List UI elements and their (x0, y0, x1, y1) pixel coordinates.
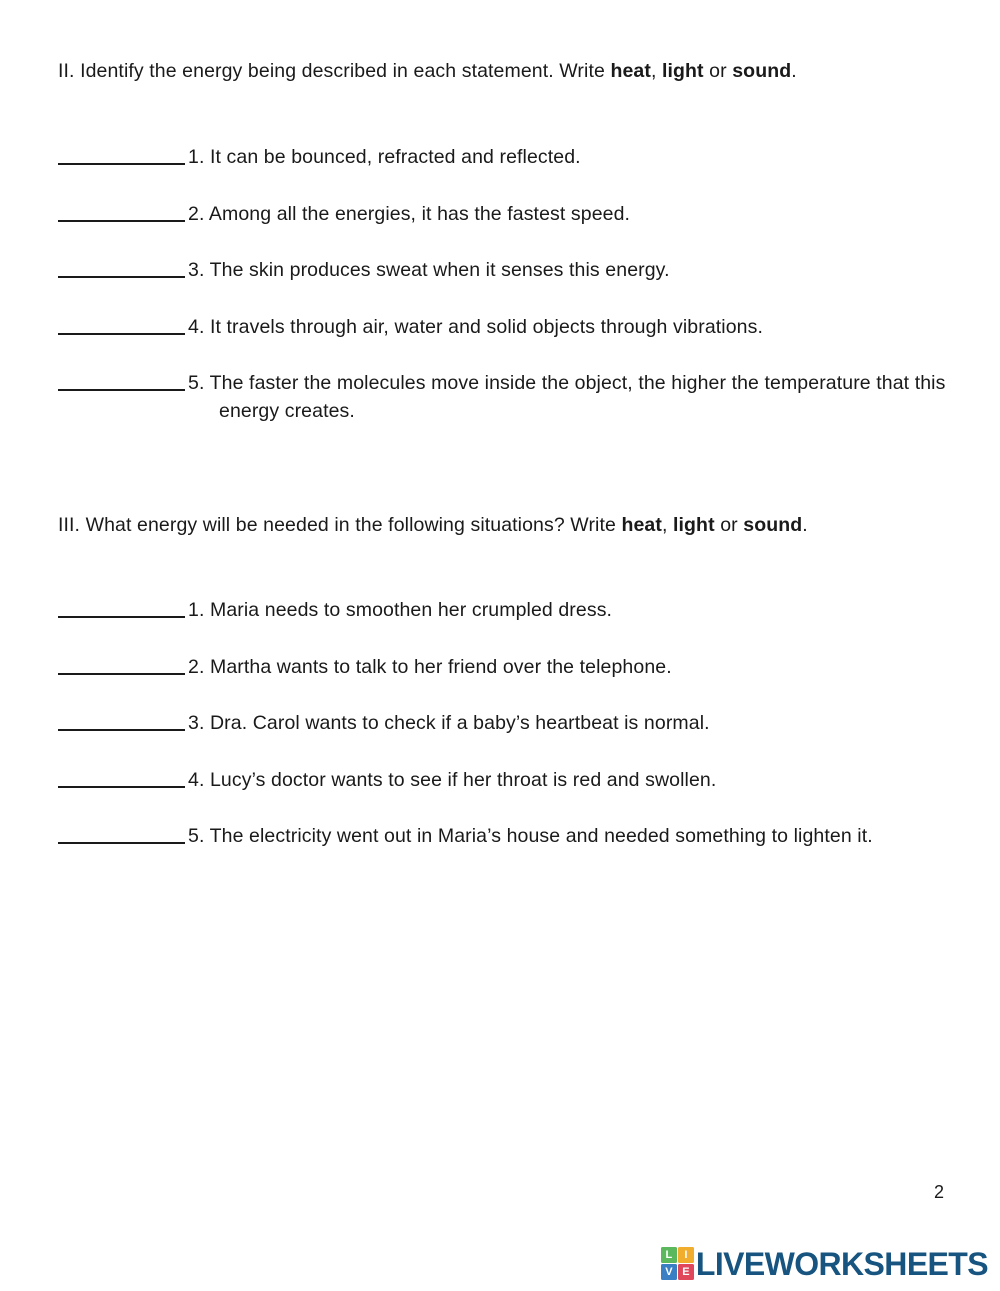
question-text: 4. Lucy’s doctor wants to see if her throat is red and swollen. (188, 768, 717, 791)
question-row (0, 143, 1000, 200)
logo-tile-i-icon: I (678, 1247, 694, 1263)
question-text: 2. Martha wants to talk to her friend over the telephone. (188, 655, 672, 678)
section-iii-heading-bold-light: light (673, 514, 715, 536)
section-ii-heading-bold-heat: heat (610, 60, 651, 82)
question-row (0, 369, 1000, 426)
logo-tile-e-icon: E (678, 1264, 694, 1280)
section-ii-question-list (0, 143, 1000, 426)
page-number: 2 (933, 1182, 944, 1202)
answer-blank-ii-2[interactable] (58, 220, 185, 222)
answer-blank-iii-5[interactable] (58, 842, 185, 844)
answer-blank-iii-1[interactable] (58, 616, 185, 618)
answer-blank-ii-5[interactable] (58, 389, 185, 391)
section-heading-iii (58, 512, 960, 538)
question-row (0, 256, 1000, 313)
answer-blank-iii-4[interactable] (58, 786, 185, 788)
question-row (0, 822, 1000, 879)
section-heading-ii (58, 58, 960, 84)
question-text: 5. The faster the molecules move inside the object, the higher the temperature that this energy creates. (188, 372, 946, 423)
question-text: 3. Dra. Carol wants to check if a baby’s heartbeat is normal. (188, 712, 710, 735)
question-text: 1. Maria needs to smoothen her crumpled dress. (188, 599, 613, 621)
question-row (0, 596, 1000, 653)
section-iii-heading-bold-heat: heat (621, 514, 662, 536)
question-text: 2. Among all the energies, it has the fastest speed. (188, 202, 631, 225)
section-iii-heading-prefix: III. What energy will be needed in the following situations? Write (58, 514, 622, 536)
question-row (0, 709, 1000, 766)
question-text: 1. It can be bounced, refracted and reflected. (188, 146, 581, 168)
question-row (0, 200, 1000, 257)
section-ii-heading-sep-1: , (650, 60, 662, 82)
section-iii-question-list (0, 596, 1000, 879)
logo-tile-l-icon: L (661, 1247, 677, 1263)
section-ii-heading-sep-2: or (703, 60, 733, 82)
section-iii-heading-suffix: . (802, 514, 808, 536)
answer-blank-iii-2[interactable] (58, 673, 185, 675)
answer-blank-ii-3[interactable] (58, 276, 185, 278)
section-ii-heading-prefix: II. Identify the energy being described in each statement. Write (58, 60, 611, 82)
answer-blank-iii-3[interactable] (58, 729, 185, 731)
question-text: 3. The skin produces sweat when it senses this energy. (188, 259, 670, 282)
logo-tile-v-icon: V (661, 1264, 677, 1280)
liveworksheets-logo[interactable] (661, 1247, 988, 1280)
answer-blank-ii-1[interactable] (58, 163, 185, 165)
question-row (0, 766, 1000, 823)
liveworksheets-logo-tiles (661, 1247, 694, 1280)
question-text: 4. It travels through air, water and solid objects through vibrations. (188, 315, 763, 338)
section-iii-heading-sep-2: or (714, 514, 744, 536)
section-ii-heading-bold-light: light (662, 60, 704, 82)
liveworksheets-wordmark: LIVEWORKSHEETS (695, 1245, 988, 1282)
question-text: 5. The electricity went out in Maria’s house and needed something to lighten it. (188, 825, 873, 848)
section-ii-heading-bold-sound: sound (732, 60, 792, 82)
answer-blank-ii-4[interactable] (58, 333, 185, 335)
section-ii-heading-suffix: . (791, 60, 797, 82)
section-iii-heading-sep-1: , (661, 514, 674, 536)
question-row (0, 313, 1000, 370)
section-iii-heading-bold-sound: sound (743, 514, 803, 536)
question-row (0, 653, 1000, 710)
